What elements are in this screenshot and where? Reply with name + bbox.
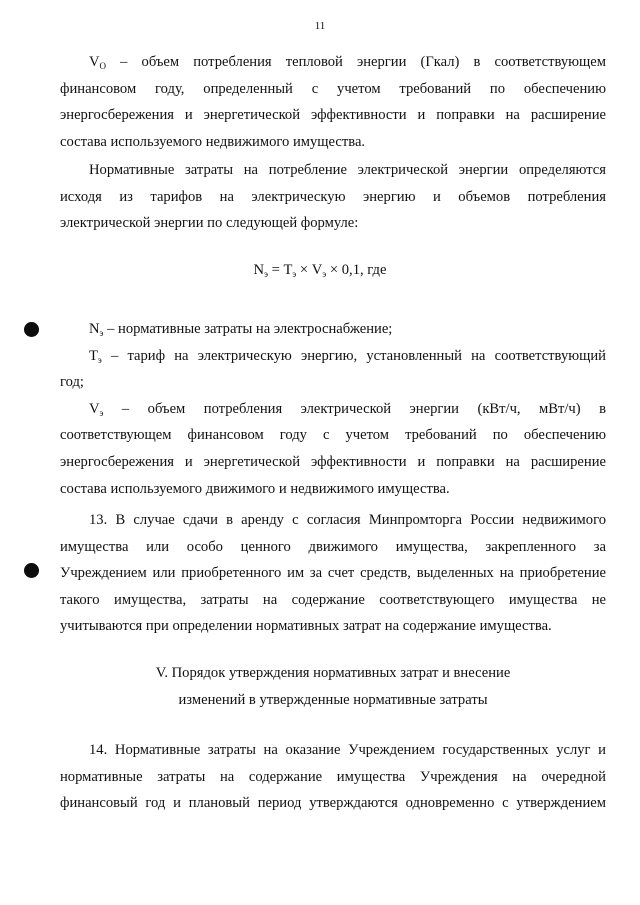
text-line: 14. Нормативные затраты на оказание Учреждением государственных услуг и: [89, 742, 606, 758]
section-heading: [60, 660, 606, 714]
text-line: электрической энергии по следующей формуле:: [60, 215, 359, 232]
text-line: $V_О$ – объем потребления тепловой энергии (Гкал) в соответствующем: [89, 54, 606, 71]
text-line: энергосбережения и энергетической эффективности и поправки на расширение: [60, 453, 606, 470]
text-line: состава используемого движимого и недвижимого имущества.: [60, 480, 450, 497]
text-line: финансовом году, определенный с учетом требований по обеспечению: [60, 80, 606, 97]
text-line: 13. В случае сдачи в аренду с согласия Минпромторга России недвижимого: [89, 512, 606, 528]
text-line: исходя из тарифов на электрическую энергию и объемов потребления: [60, 188, 606, 205]
paragraph-electricity-intro: [60, 157, 606, 237]
text-line: финансовый год и плановый период утверждаются одновременно с утверждением: [60, 795, 606, 812]
text-line: состава используемого недвижимого имущества.: [60, 133, 366, 150]
page-number: 11: [314, 20, 326, 32]
text-line: энергосбережения и энергетической эффективности и поправки на расширение: [60, 107, 606, 124]
text-line: Нормативные затраты на потребление электрической энергии определяются: [89, 162, 606, 178]
text-line: нормативные затраты на содержание имущества Учреждения на очередной: [60, 768, 606, 785]
paragraph-14: [60, 737, 606, 817]
heading-line: изменений в утвержденные нормативные затраты: [178, 692, 488, 708]
paragraph-formula-legend: [60, 316, 606, 502]
paragraph-heat-volume: [60, 49, 606, 155]
heading-line: V. Порядок утверждения нормативных затрат и внесение: [155, 665, 511, 681]
text-line: $V_э$ – объем потребления электрической энергии (кВт/ч, мВт/ч) в: [89, 400, 606, 418]
text-line: $T_э$ – тариф на электрическую энергию, установленный на соответствующий: [89, 347, 606, 365]
text-line: $N_э$ – нормативные затраты на электроснабжение;: [89, 321, 393, 338]
punch-hole-top: [24, 322, 39, 337]
text-line: соответствующем финансовом году с учетом требований по обеспечению: [60, 427, 606, 444]
text-line: такого имущества, затраты на содержание соответствующего имущества не: [60, 591, 606, 608]
formula-electricity: $N_э = T_э \times V_э \times 0,1$, где: [253, 262, 387, 279]
text-line: год;: [60, 374, 84, 391]
text-line: Учреждением или приобретенного им за счет средств, выделенных на приобретение: [60, 565, 606, 582]
text-line: учитываются при определении нормативных затрат на содержание имущества.: [60, 618, 552, 635]
text-line: имущества или особо ценного движимого имущества, закрепленного за: [60, 538, 606, 555]
paragraph-13: [60, 507, 606, 640]
punch-hole-bottom: [24, 563, 39, 578]
